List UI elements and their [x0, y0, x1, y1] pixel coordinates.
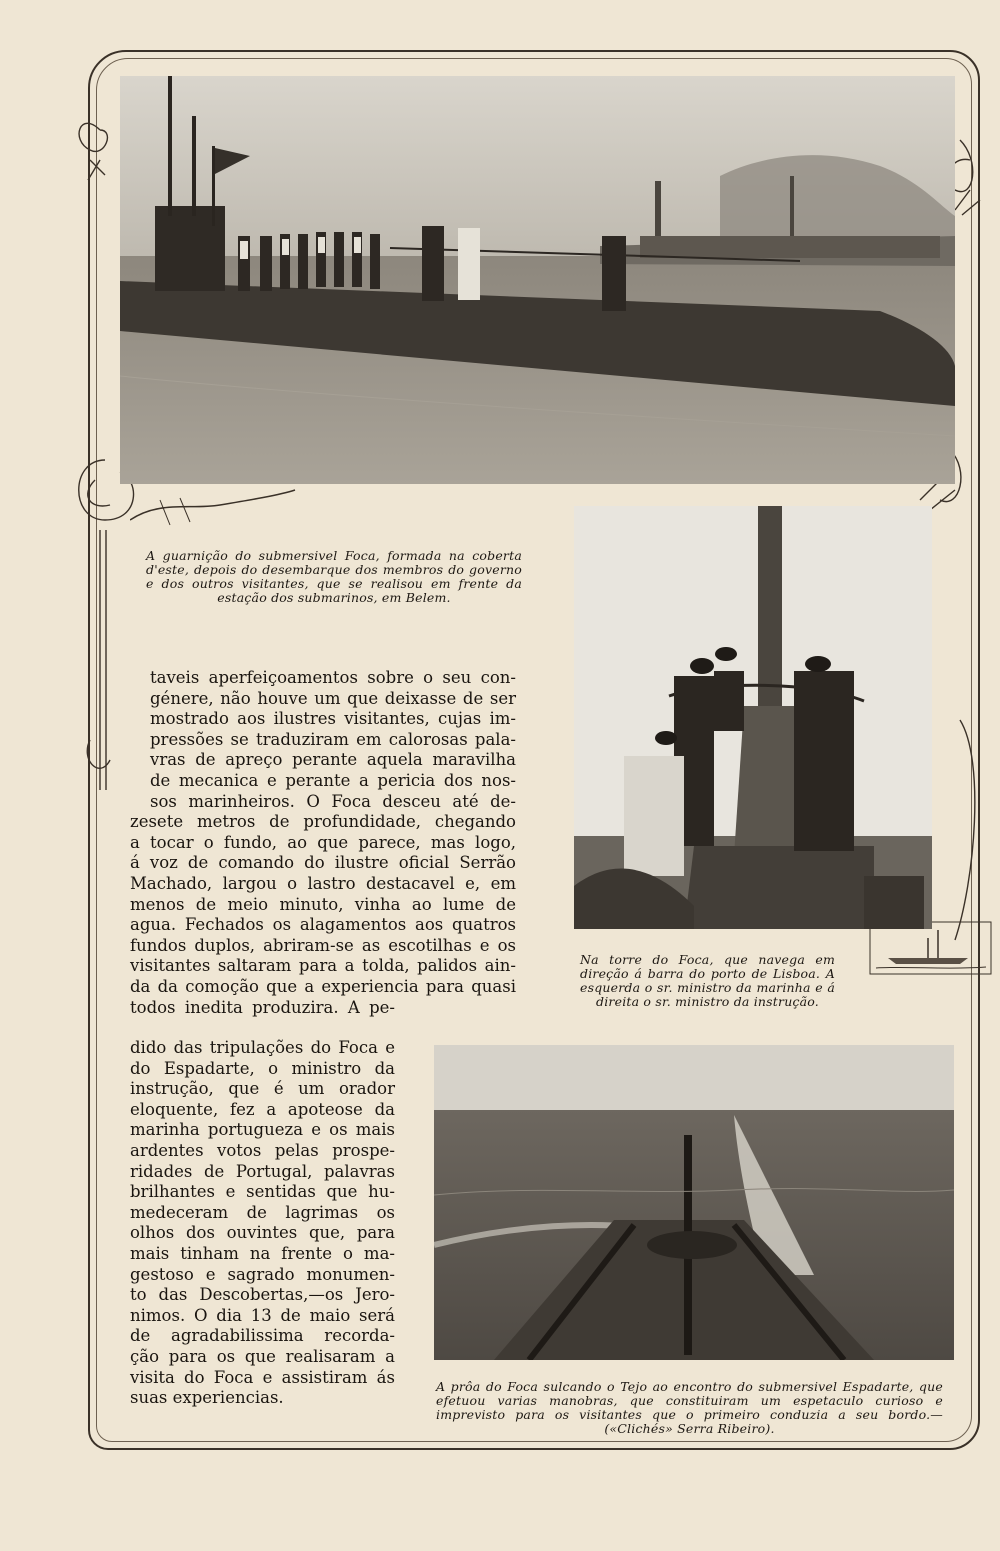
text-line: medeceram de lagrimas os [130, 1202, 395, 1222]
text-line: ção para os que realisaram a [130, 1346, 395, 1366]
text-line: ardentes votos pelas prospe- [130, 1140, 395, 1160]
text-line: génere, não houve um que deixasse de ser [150, 688, 516, 708]
text-line: to das Descobertas,—os Jero- [130, 1285, 395, 1305]
text-line: gestoso e sagrado monumen- [130, 1264, 395, 1284]
caption-bottom: A prôa do Foca sulcando o Tejo ao encontro do submersivel Espadarte, que efetuou varias manobras, que constituiram um espetaculo curioso e imprevisto para os visitantes que o primeiro conduzia a seu bordo.—(«Clichés» Serra Ribeiro). [436, 1379, 943, 1436]
text-line: visita do Foca e assistiram ás [130, 1367, 395, 1387]
text-line: ridades de Portugal, palavras [130, 1161, 395, 1181]
text-line: zesete metros de profundidade, chegando [130, 812, 516, 832]
text-line: de agradabilissima recorda- [130, 1326, 395, 1346]
text-line: a tocar o fundo, ao que parece, mas logo, [130, 832, 516, 852]
text-line: fundos duplos, abriram-se as escotilhas e os [130, 935, 516, 955]
photo-tower [574, 506, 932, 929]
text-line: brilhantes e sentidas que hu- [130, 1182, 395, 1202]
article-text-narrow [130, 1038, 395, 1409]
text-line: de mecanica e perante a pericia dos nos- [150, 770, 516, 790]
text-line: da da comoção que a experiencia para quasi [130, 976, 516, 996]
text-line: mais tinham na frente o ma- [130, 1243, 395, 1263]
text-line: menos de meio minuto, vinha ao lume de [130, 894, 516, 914]
text-line: sos marinheiros. O Foca desceu até de- [150, 791, 516, 811]
text-line: olhos dos ouvintes que, para [130, 1223, 395, 1243]
text-line: Machado, largou o lastro destacavel e, em [130, 873, 516, 893]
text-line: mostrado aos ilustres visitantes, cujas im- [150, 709, 516, 729]
text-line: vras de apreço perante aquela maravilha [150, 750, 516, 770]
text-line: suas experiencias. [130, 1388, 284, 1408]
caption-middle: Na torre do Foca, que navega em direção á barra do porto de Lisboa. A esquerda o sr. ministro da marinha e á direita o sr. ministro da instrução. [580, 952, 835, 1009]
text-line: visitantes saltaram para a tolda, palidos ain- [130, 956, 516, 976]
text-line: agua. Fechados os alagamentos aos quatros [130, 915, 516, 935]
text-line: dido das tripulações do Foca e [130, 1038, 395, 1057]
text-line: á voz de comando do ilustre oficial Serrão [130, 853, 516, 873]
caption-top: A guarnição do submersivel Foca, formada na coberta d'este, depois do desembarque dos membros do governo e dos outros visitantes, que se realisou em frente da estação dos submarinos, em Belem. [146, 548, 522, 605]
photo-submarine-crew [120, 76, 955, 484]
article-text-wide [130, 668, 516, 1018]
text-line: marinha portugueza e os mais [130, 1120, 395, 1140]
photo-bow [434, 1045, 954, 1360]
text-line: instrução, que é um orador [130, 1079, 395, 1099]
text-line: taveis aperfeiçoamentos sobre o seu con- [150, 668, 516, 687]
ornament-rope-icon [130, 480, 300, 540]
text-line: pressões se traduziram em calorosas pala- [150, 729, 516, 749]
text-line: nimos. O dia 13 de maio será [130, 1305, 395, 1325]
text-line: todos inedita produzira. A pe- [130, 997, 395, 1017]
text-line: eloquente, fez a apoteose da [130, 1099, 395, 1119]
text-line: do Espadarte, o ministro da [130, 1058, 395, 1078]
